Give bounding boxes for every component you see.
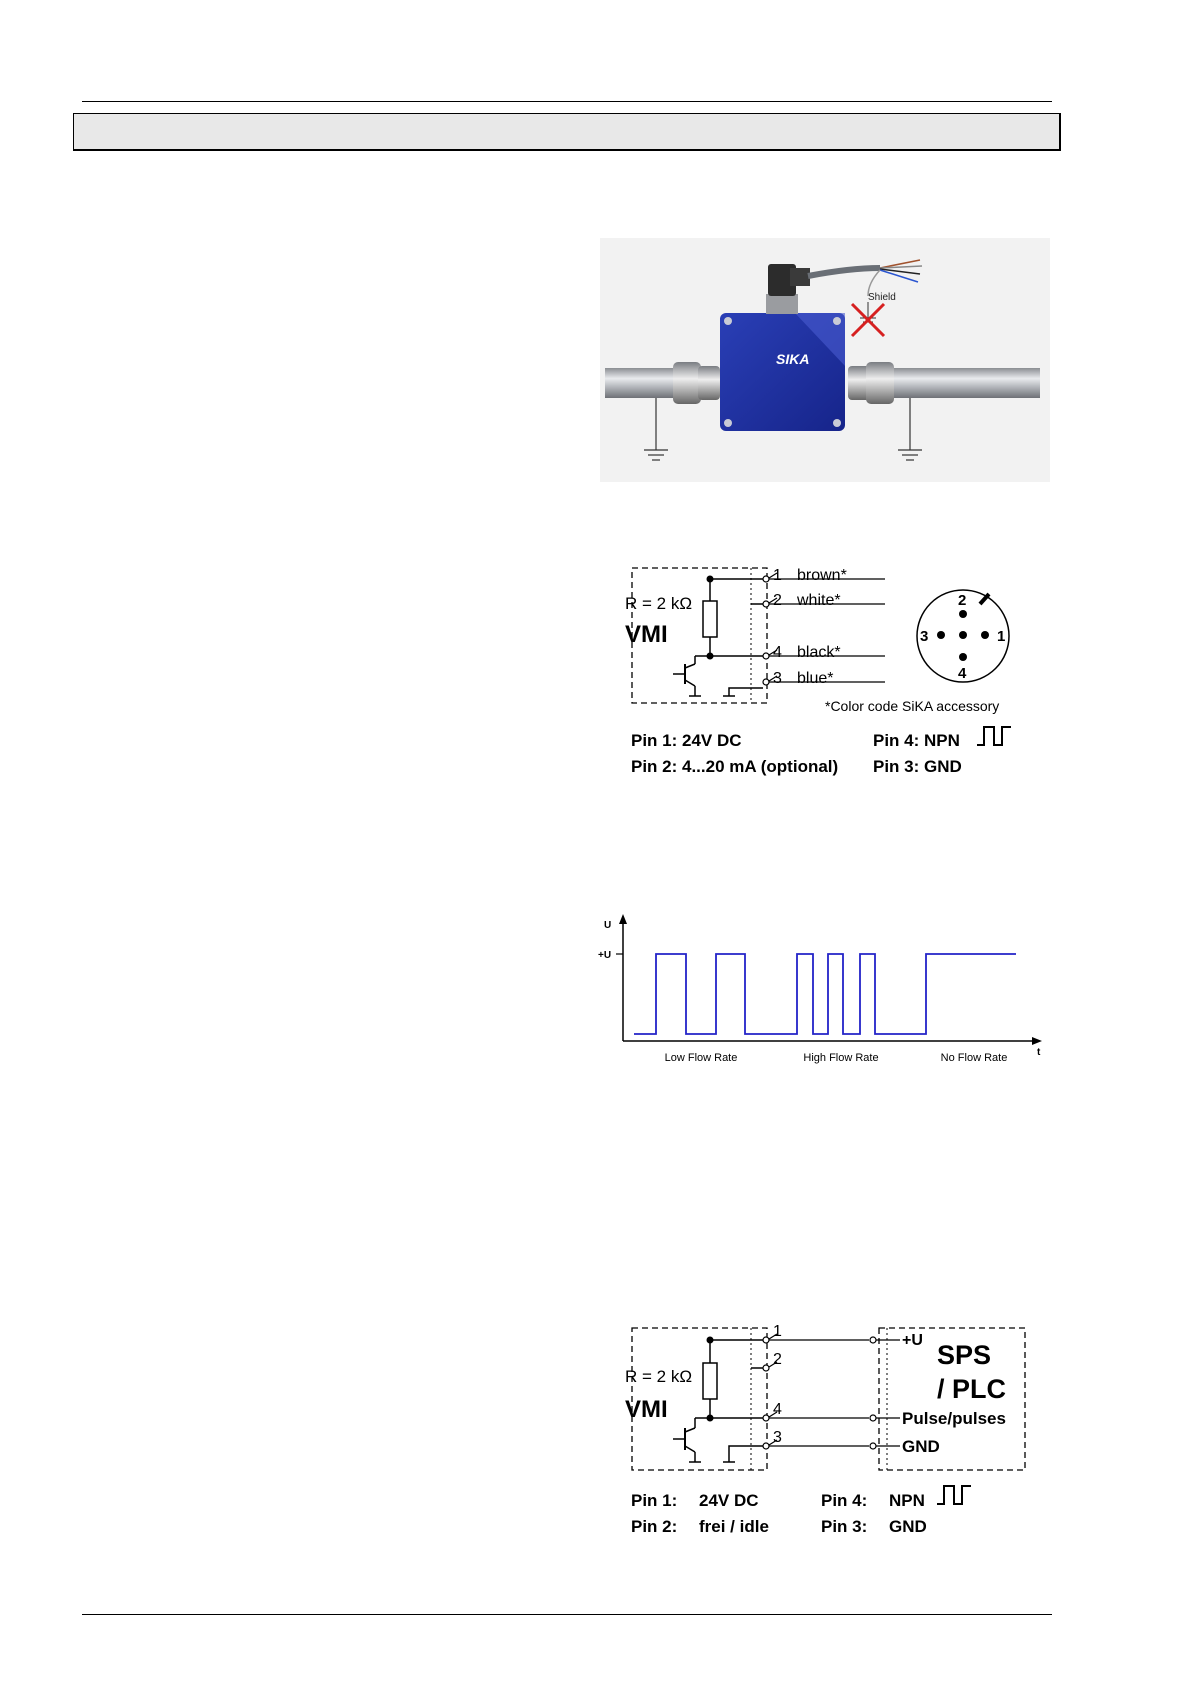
header-rule <box>82 101 1052 102</box>
pulse-output-chart <box>596 914 1046 1066</box>
pulse-signal-icon <box>977 727 1011 745</box>
resistor-label: R = 2 kΩ <box>625 1367 693 1386</box>
segment-label: Low Flow Rate <box>664 1052 738 1064</box>
segment-label: No Flow Rate <box>940 1052 1008 1064</box>
screw-icon <box>833 419 841 427</box>
pulse-waveform-line <box>634 954 1016 1034</box>
resistor-symbol <box>703 1363 717 1399</box>
socket-pin-label: 4 <box>958 665 967 682</box>
terminal-label: GND <box>902 1437 940 1456</box>
spec-pin-value: frei / idle <box>699 1517 769 1536</box>
left-fitting <box>673 362 701 404</box>
socket-pin-label: 2 <box>958 592 967 609</box>
device-label: VMI <box>625 621 668 648</box>
spec-left-line: Pin 1: 24V DC <box>631 731 742 750</box>
resistor-symbol <box>703 601 717 637</box>
spec-left-line: Pin 2: 4...20 mA (optional) <box>631 757 839 776</box>
spec-pin-value: GND <box>889 1517 927 1536</box>
right-fitting <box>866 362 894 404</box>
x-axis-label: t <box>1037 1047 1041 1058</box>
spec-pin-label: Pin 3: <box>821 1517 868 1536</box>
pin-number: 1 <box>773 567 782 584</box>
socket-pin-label: 1 <box>997 628 1006 645</box>
shield-label: Shield <box>868 292 896 303</box>
footer-rule <box>82 1614 1052 1615</box>
terminal-label: +U <box>902 1332 923 1349</box>
pin-assignment-diagram <box>615 556 1035 786</box>
screw-icon <box>724 419 732 427</box>
pin-number: 3 <box>773 670 782 687</box>
x-axis-arrow-icon <box>1032 1037 1042 1045</box>
pulse-signal-icon <box>937 1486 971 1504</box>
socket-pin-label: 3 <box>920 628 929 645</box>
connector-base <box>766 294 798 314</box>
spec-pin-label: Pin 1: <box>631 1491 678 1510</box>
device-label: VMI <box>625 1396 668 1423</box>
pin-color-label: blue* <box>797 670 834 687</box>
plc-terminal <box>870 1415 900 1421</box>
spec-pin-value: 24V DC <box>699 1491 759 1510</box>
pin-number: 3 <box>773 1429 782 1446</box>
left-fitting-inner <box>698 366 720 400</box>
spec-pin-label: Pin 2: <box>631 1517 678 1536</box>
terminal-label: Pulse/pulses <box>902 1409 1006 1428</box>
y-tick-label: +U <box>598 950 612 961</box>
segment-label: High Flow Rate <box>803 1052 879 1064</box>
plc-connection-diagram <box>615 1318 1035 1544</box>
pin-color-label: black* <box>797 644 841 661</box>
pin-number: 4 <box>773 644 782 661</box>
spec-right-line: Pin 4: NPN <box>873 731 960 750</box>
color-code-note: *Color code SiKA accessory <box>825 698 1000 714</box>
spec-right-line: Pin 3: GND <box>873 757 962 776</box>
gnd-wire <box>729 688 763 696</box>
pin-color-label: white* <box>797 592 841 609</box>
screw-icon <box>833 317 841 325</box>
section-heading-bar <box>73 113 1061 151</box>
npn-transistor-icon <box>673 1418 701 1462</box>
plc-terminal <box>870 1443 900 1449</box>
plc-title: / PLC <box>937 1374 1007 1404</box>
spec-pin-label: Pin 4: <box>821 1491 868 1510</box>
brand-logo: SIKA <box>776 351 810 367</box>
pin-color-label: brown* <box>797 567 847 584</box>
pin-number: 2 <box>773 592 782 609</box>
pin-number: 4 <box>773 1401 782 1418</box>
spec-pin-value: NPN <box>889 1491 925 1510</box>
y-axis-label: U <box>604 920 612 931</box>
pin-number: 2 <box>773 1351 782 1368</box>
npn-transistor-icon <box>673 656 701 696</box>
sensor-installation-figure <box>600 238 1050 482</box>
connector-head <box>790 268 810 286</box>
gnd-wire <box>729 1446 763 1462</box>
screw-icon <box>724 317 732 325</box>
resistor-label: R = 2 kΩ <box>625 594 693 613</box>
y-axis-arrow-icon <box>619 914 627 924</box>
pin-number: 1 <box>773 1323 782 1340</box>
plc-title: SPS <box>937 1340 992 1370</box>
right-pipe <box>890 368 1040 398</box>
plc-terminal <box>870 1337 900 1343</box>
